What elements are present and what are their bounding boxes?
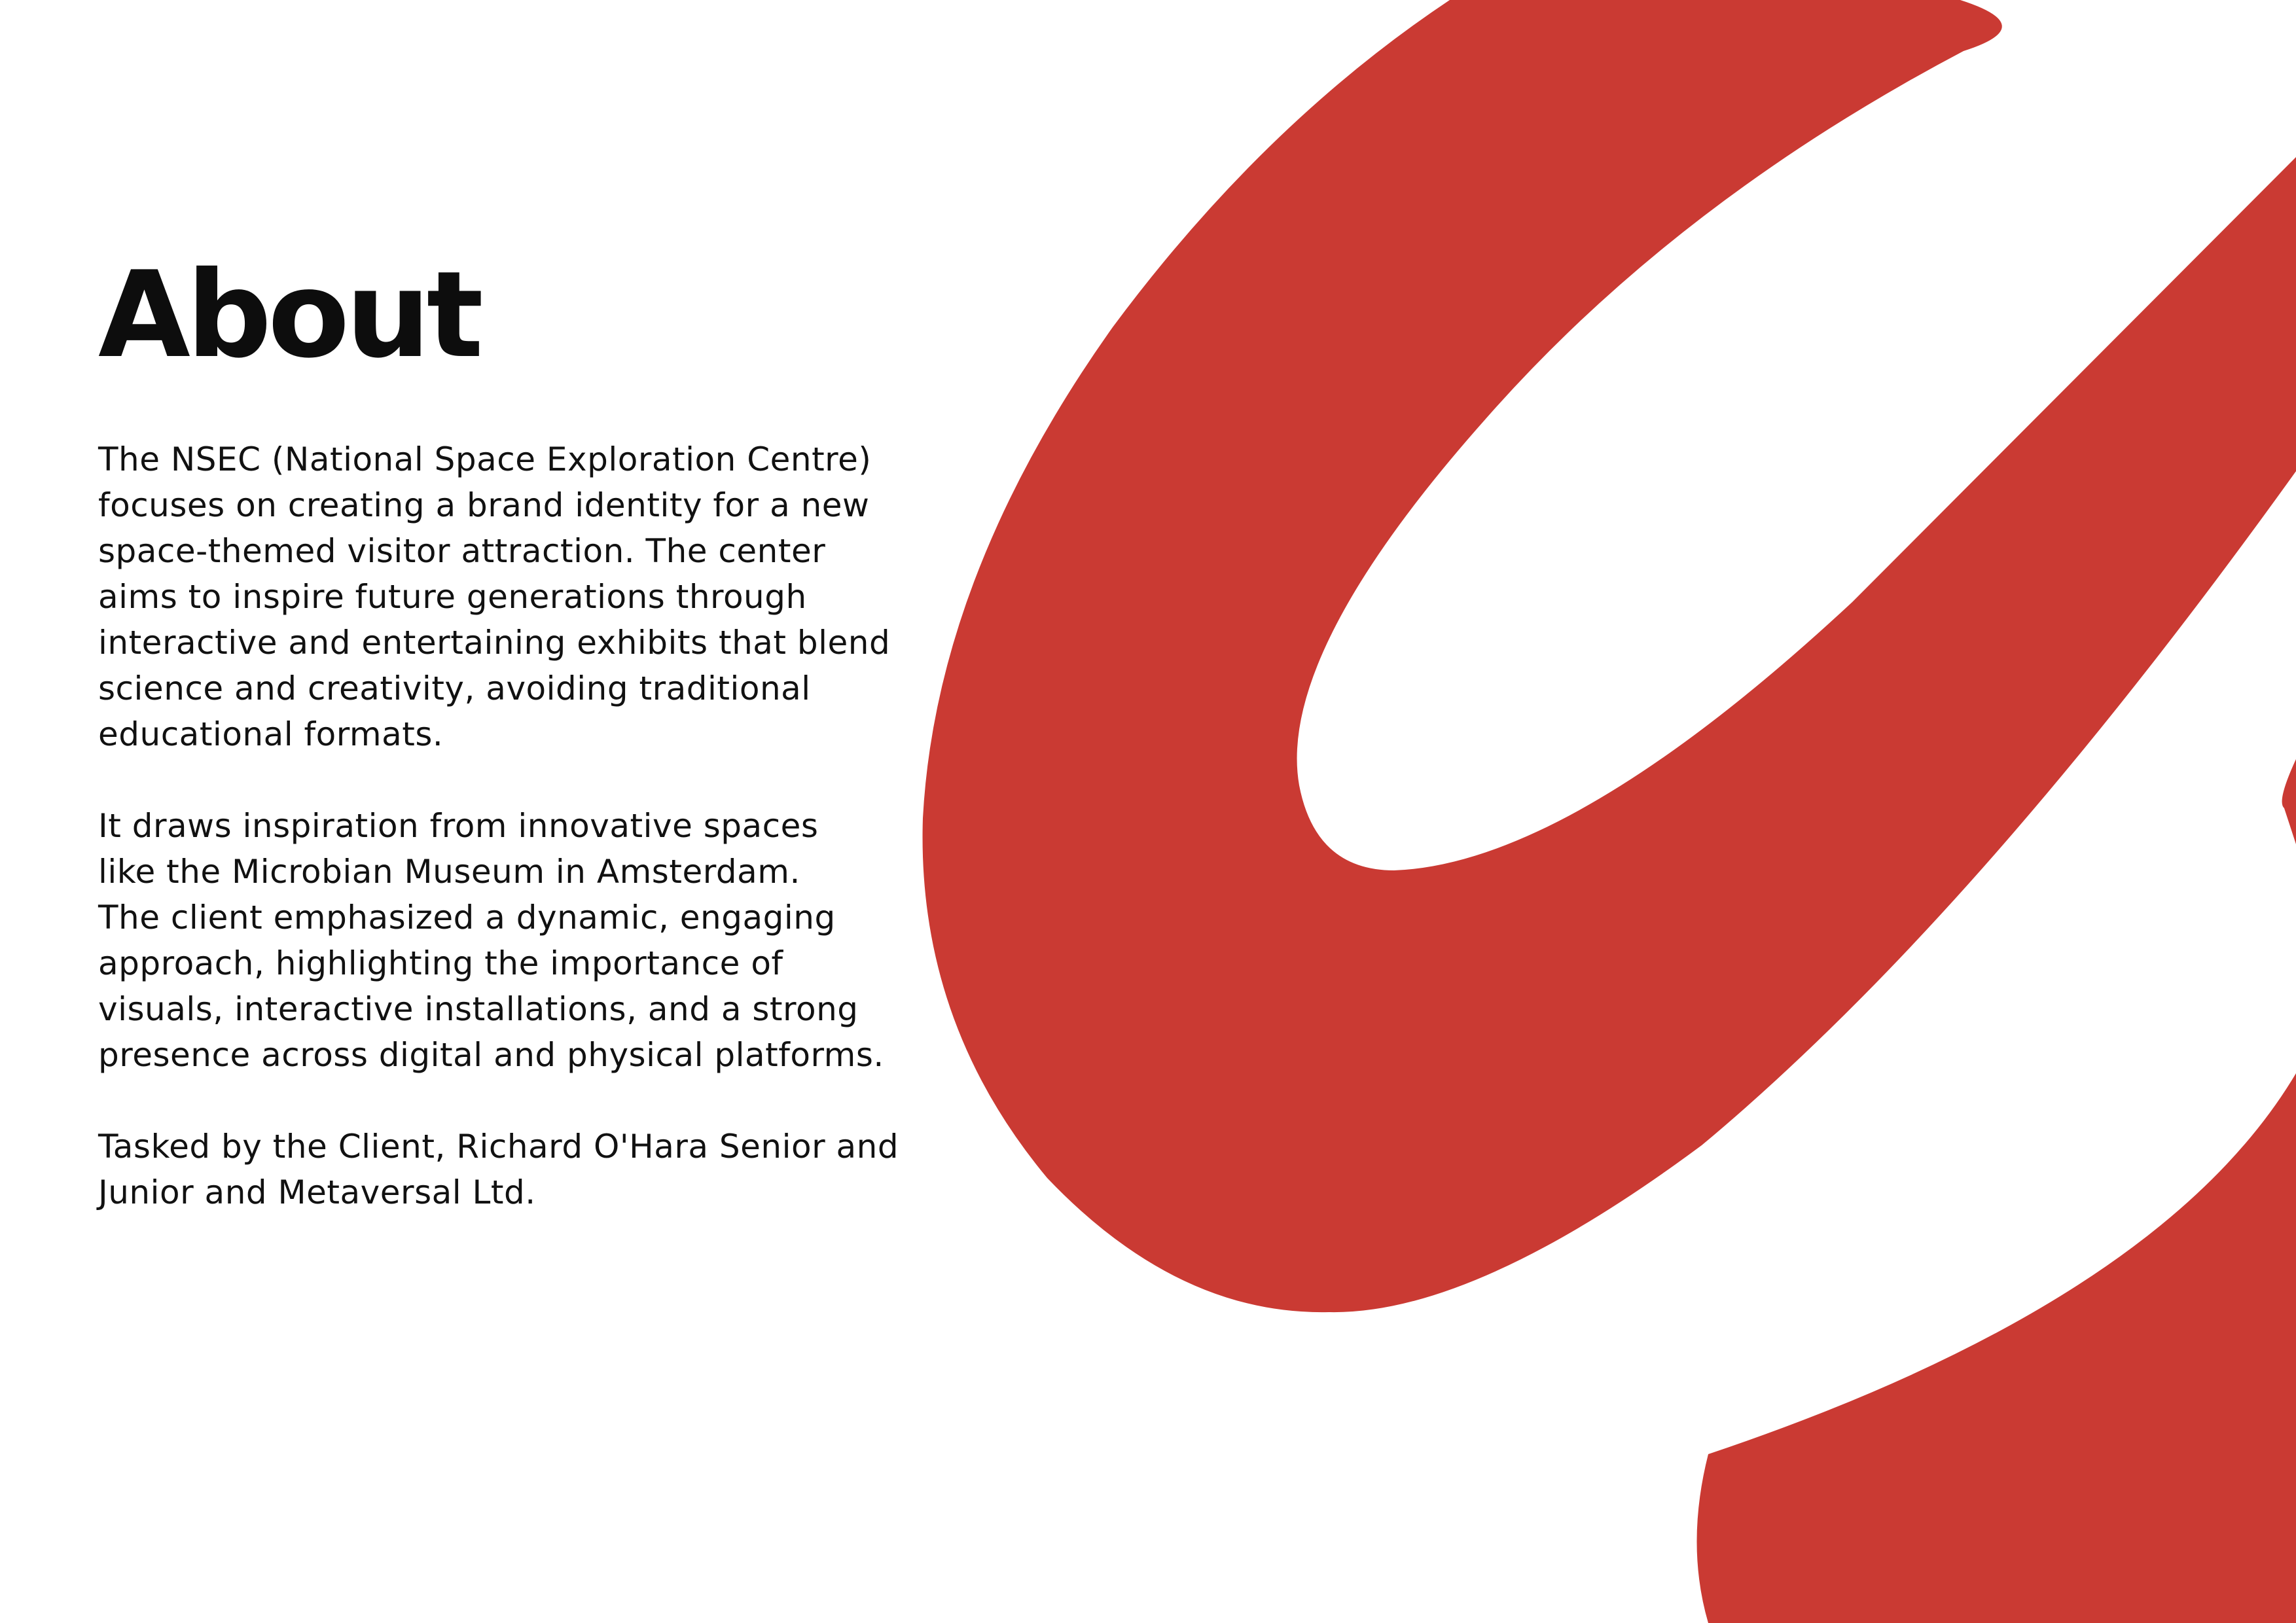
intro-paragraph: The NSEC (National Space Exploration Centre) focuses on creating a brand identity for a new space-themed visitor attraction. The center aims to inspire future generations through interactive and entertaining exhibits that blend science and creativity, avoiding traditional educational formats. <box>98 440 891 753</box>
inspiration-paragraph: It draws inspiration from innovative spaces like the Microbian Museum in Amsterdam. The client emphasized a dynamic, engaging approach, highlighting the importance of visuals, interactive installations, and a strong presence across digital and physical platforms. <box>98 807 884 1074</box>
client-paragraph: Tasked by the Client, Richard O'Hara Senior and Junior and Metaversal Ltd. <box>98 1128 899 1211</box>
about-text-block <box>98 245 949 1261</box>
page-title: About <box>98 245 480 384</box>
